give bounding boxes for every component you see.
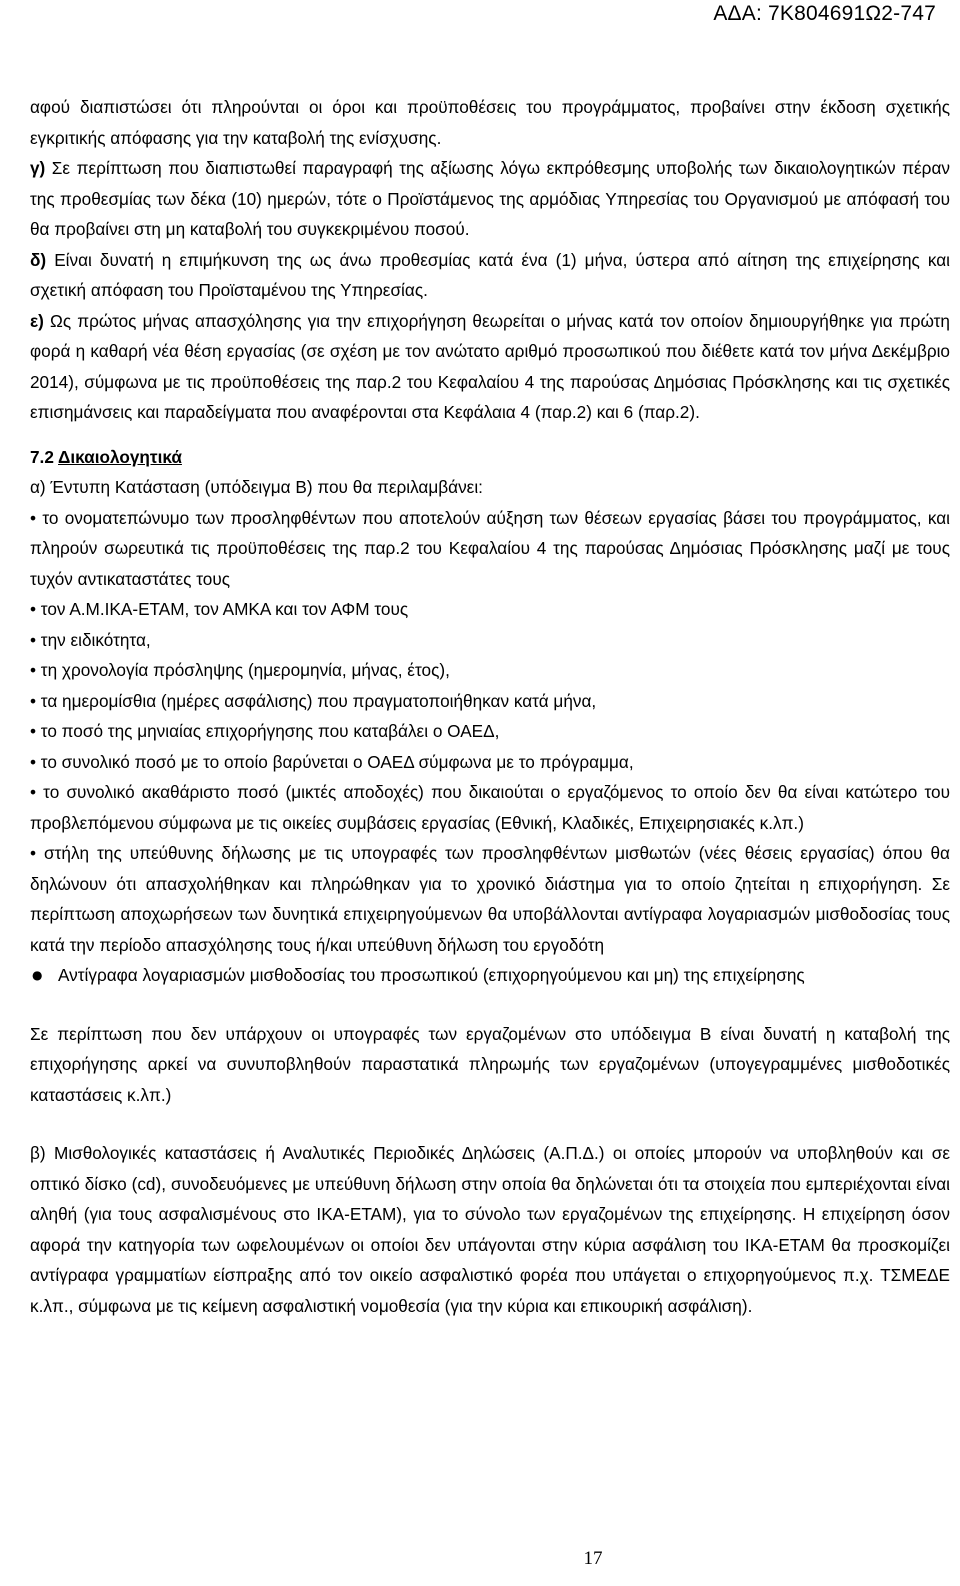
paragraph-e-label: ε) [30,310,44,331]
ada-code: ΑΔΑ: 7Κ804691Ω2-747 [713,2,936,25]
paragraph-e-text: Ως πρώτος μήνας απασχόλησης για την επιχορήγηση θεωρείται ο μήνας κατά τον οποίον δημιουργήθηκε για πρώτη φορά η καθαρή νέα θέση εργασίας (σε σχέση με τον ανώτατο αριθμό προσωπικού που διέθετε κατά τον μήνα Δεκέμβριο 2014), σύμφωνα με τις προϋποθέσεις της παρ.2 του Κεφαλαίου 4 της παρούσας Δημόσιας Πρόσκλησης και τις σχετικές επισημάνσεις και παραδείγματα που αναφέρονται στα Κεφάλαια 4 (παρ.2) και 6 (παρ.2). [30,310,950,422]
section-heading [30,442,950,473]
document-body [30,92,950,1321]
list-item: • στήλη της υπεύθυνης δήλωσης με τις υπογραφές των προσληφθέντων μισθωτών (νέες θέσεις εργασίας) όπου θα δηλώνουν ότι απασχολήθηκαν και πληρώθηκαν για το χρονικό διάστημα για το οποίο ζητείται η επιχορήγηση. Σε περίπτωση αποχωρήσεων των δυνητικά επιχειρηγούμενων θα υποβάλλονται αντίγραφα λογαριασμών μισθοδοσίας τους κατά την περίοδο απασχόλησης τους ή/και υπεύθυνη δήλωση του εργοδότη [30,843,950,955]
section-intro: α) Έντυπη Κατάσταση (υπόδειγμα Β) που θα περιλαμβάνει: [30,477,483,497]
paragraph-d-label: δ) [30,249,47,270]
list-item: • την ειδικότητα, [30,629,151,650]
section-title: Δικαιολογητικά [58,446,182,467]
list-item: • τη χρονολογία πρόσληψης (ημερομηνία, μήνας, έτος), [30,660,450,680]
requirements-list [30,503,950,961]
bullet-icon: ● [32,968,43,982]
paragraph-g [30,153,950,245]
paragraph-b: β) Μισθολογικές καταστάσεις ή Αναλυτικές Περιοδικές Δηλώσεις (Α.Π.Δ.) οι οποίες μπορούν να υποβληθούν και σε οπτικό δίσκο (cd), συνοδευόμενες με υπεύθυνη δήλωση στην οποία θα δηλώνεται ότι τα στοιχεία που εμπεριέχονται είναι αληθή (για τους ασφαλισμένους στο ΙΚΑ-ΕΤΑΜ), για το σύνολο των εργαζομένων της επιχείρησης. Η επιχείρηση όσον αφορά την κατηγορία των ωφελουμένων οι οποίοι δεν υπάγονται στην κύρια ασφάλιση του ΙΚΑ-ΕΤΑΜ θα προσκομίζει αντίγραφα γραμματίων είσπραξης από τον οικείο ασφαλιστικό φορέα που υπάγεται ο επιχορηγούμενος π.χ. ΤΣΜΕΔΕ κ.λπ., σύμφωνα με τις κείμενη ασφαλιστική νομοθεσία (για την κύρια και επικουρική ασφάλιση). [30,1143,950,1316]
symbol-list-item-text: Αντίγραφα λογαριασμών μισθοδοσίας του προσωπικού (επιχορηγούμενου και μη) της επιχείρησης [58,965,805,985]
paragraph-d [30,245,950,306]
list-item: • το ποσό της μηνιαίας επιχορήγησης που καταβάλει ο ΟΑΕΔ, [30,721,500,741]
symbol-list-item [30,960,950,991]
paragraph-e [30,306,950,428]
paragraph-g-text: Σε περίπτωση που διαπιστωθεί παραγραφή της αξίωσης λόγω εκπρόθεσμης υποβολής των δικαιολογητικών πέραν της προθεσμίας των δέκα (10) ημερών, τότε ο Προϊστάμενος της αρμόδιας Υπηρεσίας του Οργανισμού με απόφασή του θα προβαίνει στη μη καταβολή του συγκεκριμένου ποσού. [30,158,950,239]
list-item: • το συνολικό ποσό με το οποίο βαρύνεται ο ΟΑΕΔ σύμφωνα με το πρόγραμμα, [30,751,634,772]
paragraph-no-signatures: Σε περίπτωση που δεν υπάρχουν οι υπογραφές των εργαζομένων στο υπόδειγμα Β είναι δυνατή η καταβολή της επιχορήγησης αρκεί να συνυποβληθούν παραστατικά πληρωμής των εργαζομένων (υπογεγραμμένες μισθοδοτικές καταστάσεις κ.λπ.) [30,1023,950,1105]
list-item: • τον Α.Μ.ΙΚΑ-ΕΤΑΜ, τον ΑΜΚΑ και τον ΑΦΜ τους [30,599,409,619]
paragraph-continuation: αφού διαπιστώσει ότι πληρούνται οι όροι και προϋποθέσεις του προγράμματος, προβαίνει στην έκδοση σχετικής εγκριτικής απόφασης για την καταβολή της ενίσχυσης. [30,97,950,148]
paragraph-g-label: γ) [30,158,46,178]
section-number: 7.2 [30,446,59,467]
list-item: • το ονοματεπώνυμο των προσληφθέντων που αποτελούν αύξηση των θέσεων εργασίας βάσει του προγράμματος, και πληρούν σωρευτικά τις προϋποθέσεις της παρ.2 του Κεφαλαίου 4 της παρούσας Δημόσιας Πρόσκλησης μαζί με τους τυχόν αντικαταστάτες τους [30,507,950,589]
paragraph-d-text: Είναι δυνατή η επιμήκυνση της ως άνω προθεσμίας κατά ένα (1) μήνα, ύστερα από αίτηση της επιχείρησης και σχετική απόφαση του Προϊσταμένου της Υπηρεσίας. [30,249,950,300]
list-item: • τα ημερομίσθια (ημέρες ασφάλισης) που πραγματοποιήθηκαν κατά μήνα, [30,690,597,711]
page-number: 17 [583,1548,603,1569]
list-item: • το συνολικό ακαθάριστο ποσό (μικτές αποδοχές) που δικαιούται ο εργαζόμενος το οποίο δεν θα είναι κατώτερο του προβλεπόμενου σύμφωνα με τις οικείες συμβάσεις εργασίας (Εθνική, Κλαδικές, Επιχειρησιακές κ.λπ.) [30,782,950,833]
